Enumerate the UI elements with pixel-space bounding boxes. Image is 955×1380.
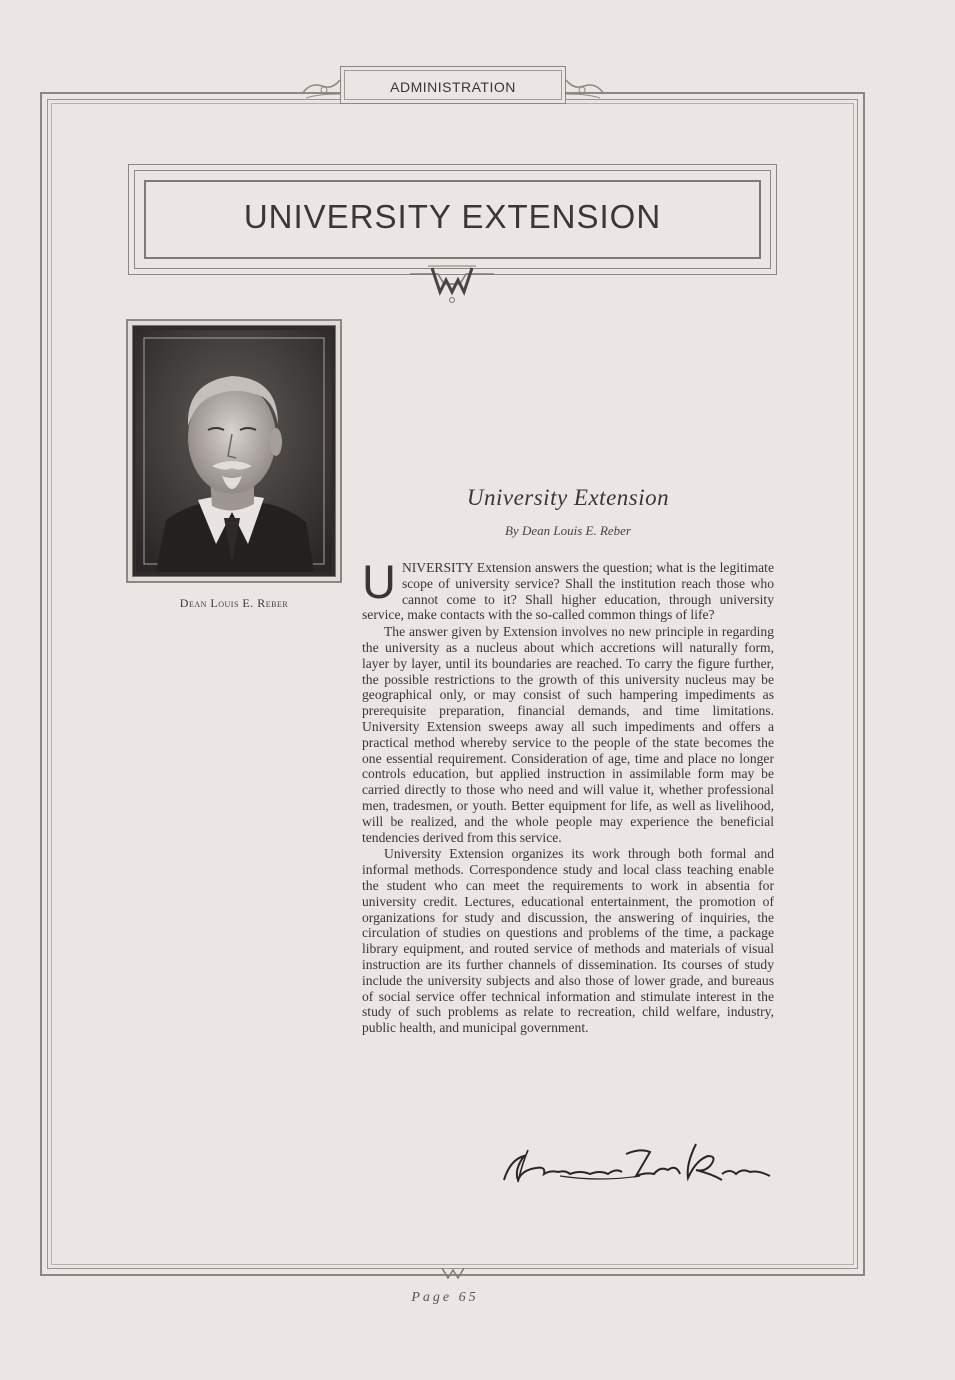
signature-image (500, 1130, 775, 1190)
page-title: UNIVERSITY EXTENSION (243, 198, 662, 235)
portrait-caption: Dean Louis E. Reber (179, 596, 289, 610)
paragraph-2: The answer given by Extension involves no new principle in regarding the university as a nucleus about which accretions will naturally form, layer by layer, until its boundaries are reached. To carry the figure further, the possible restrictions to the growth of this university nucleus may be geographical only, or may consist of such hampering impediments as prerequisite preparation, financial demands, and time limitations. University Extension sweeps away all such impediments and offers a practical method whereby service to the people of the state becomes the one essential requirement. Consideration of age, time and place no longer controls education, but applied instruction in assimilable form may be carried directly to those who need and will value it, whether professional men, tradesmen, or youth. Better equipment for life, as well as livelihood, will be realized, and the whole people may experience the beneficial tendencies derived from this service. (362, 624, 774, 845)
portrait-photo (136, 330, 332, 572)
section-tab-label: ADMINISTRATION (390, 79, 516, 95)
bottom-w-ornament-icon (440, 1266, 466, 1280)
paragraph-1-text: NIVERSITY Extension answers the question; what is the legitimate scope of university service? Shall the institution reach those who cannot come to it? Shall higher education, through university service, make contacts with the so-called common things of life? (362, 560, 774, 623)
drop-cap: U (362, 555, 396, 608)
article-body (362, 555, 774, 1037)
paragraph-3: University Extension organizes its work through both formal and informal methods. Correspondence study and local class teaching enable the student who can meet the requirements to work in absentia for university credit. Lectures, educational entertainment, the promotion of organizations for study and discussion, the answering of inquiries, the circulation of studies on questions and problems of the time, a package library equipment, and routed service of methods and materials of visual instruction are its further channels of dissemination. Its courses of study include the university subjects and also those of lower grade, and bureaus of social service offer technical information and stimulate interest in the study of such problems as relate to recreation, child welfare, industry, public health, and municipal government. (362, 846, 774, 1036)
article-heading: University Extension (466, 485, 670, 510)
w-monogram-icon (410, 262, 494, 306)
page-number: Page 65 (411, 1290, 479, 1305)
section-tab (340, 66, 566, 104)
paragraph-1 (362, 555, 774, 623)
article-byline: By Dean Louis E. Reber (504, 523, 631, 538)
